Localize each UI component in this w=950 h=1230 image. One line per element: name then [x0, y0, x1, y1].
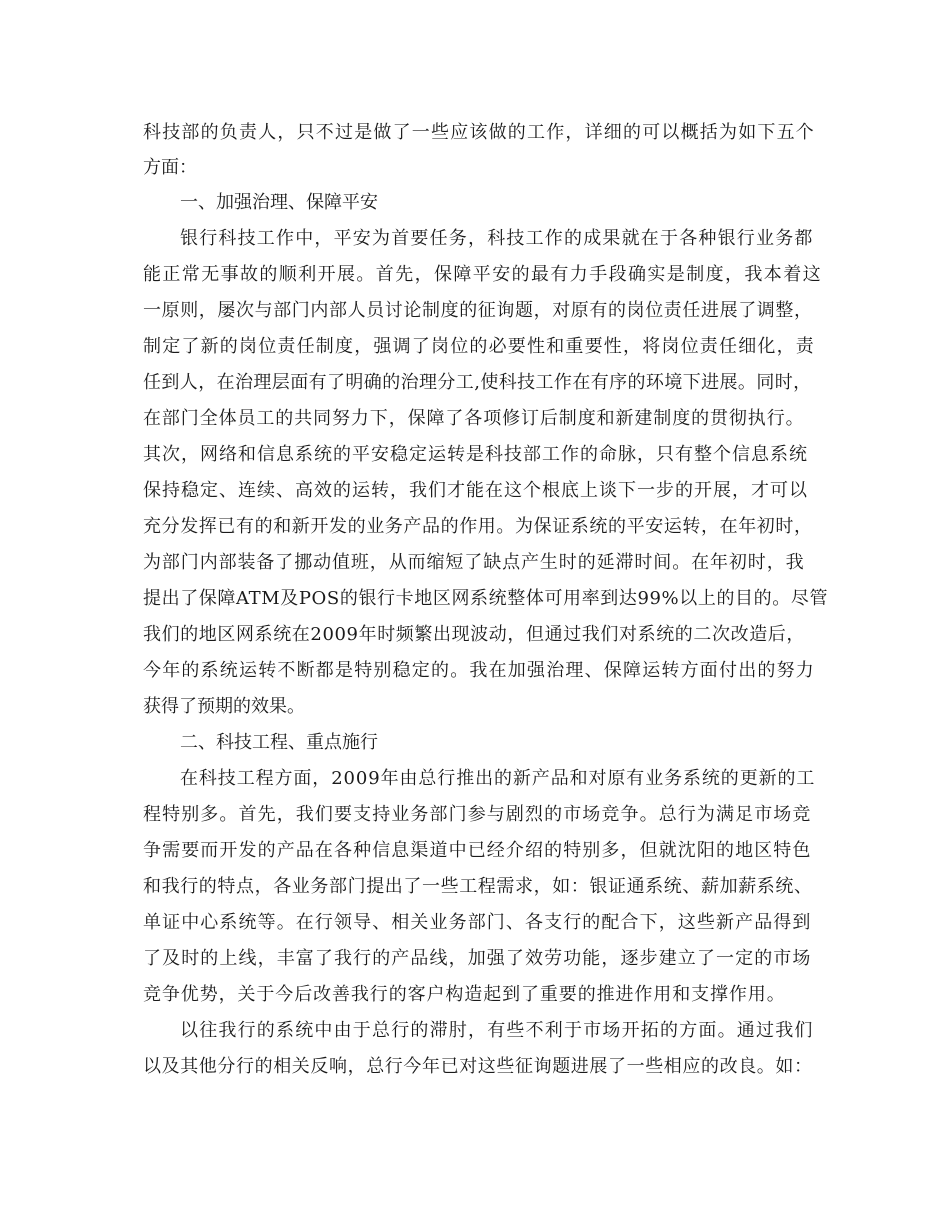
- text-line-8: 任到人，在治理层面有了明确的治理分工,使科技工作在有序的环境下进展。同时，: [143, 372, 812, 393]
- text-line-22: 和我行的特点，各业务部门提出了一些工程需求，如：银证通系统、薪加薪系统、: [143, 876, 813, 897]
- text-line-19: 在科技工程方面，2009年由总行推出的新产品和对原有业务系统的更新的工: [180, 768, 816, 789]
- text-line-1: 科技部的负责人，只不过是做了一些应该做的工作，详细的可以概括为如下五个: [143, 122, 815, 143]
- text-line-7: 制定了新的岗位责任制度，强调了岗位的必要性和重要性，将岗位责任细化，责: [143, 336, 815, 357]
- text-line-5: 能正常无事故的顺利开展。首先，保障平安的最有力手段确实是制度，我本着这: [143, 264, 822, 285]
- text-line-24: 了及时的上线，丰富了我行的产品线，加强了效劳功能，逐步建立了一定的市场: [143, 948, 812, 969]
- text-line-12: 充分发挥已有的和新开发的业务产品的作用。为保证系统的平安运转，在年初时，: [143, 516, 813, 537]
- text-line-26: 以往我行的系统中由于总行的滞肘，有些不利于市场开拓的方面。通过我们: [180, 1020, 814, 1041]
- text-line-25: 竞争优势，关于今后改善我行的客户构造起到了重要的推进作用和支撑作用。: [143, 984, 786, 1005]
- text-line-11: 保持稳定、连续、高效的运转，我们才能在这个根底上谈下一步的开展，才可以: [143, 480, 808, 501]
- text-line-2: 方面：: [143, 157, 197, 178]
- text-line-14: 提出了保障ATM及POS的银行卡地区网系统整体可用率到达99%以上的目的。尽管: [143, 588, 829, 609]
- text-line-10: 其次，网络和信息系统的平安稳定运转是科技部工作的命脉，只有整个信息系统: [143, 444, 808, 465]
- text-line-27: 以及其他分行的相关反响，总行今年已对这些征询题进展了一些相应的改良。如：: [143, 1056, 813, 1077]
- text-line-21: 争需要而开发的产品在各种信息渠道中已经介绍的特别多，但就沈阳的地区特色: [143, 840, 812, 861]
- text-line-9: 在部门全体员工的共同努力下，保障了各项修订后制度和新建制度的贯彻执行。: [143, 408, 805, 429]
- text-line-17: 获得了预期的效果。: [143, 696, 305, 717]
- text-line-16: 今年的系统运转不断都是特别稳定的。我在加强治理、保障运转方面付出的努力: [143, 660, 815, 681]
- text-line-6: 一原则，屡次与部门内部人员讨论制度的征询题，对原有的岗位责任进展了调整，: [143, 300, 813, 321]
- text-line-20: 程特别多。首先，我们要支持业务部门参与剧烈的市场竞争。总行为满足市场竞: [143, 804, 812, 825]
- text-line-15: 我们的地区网系统在2009年时频繁出现波动，但通过我们对系统的二次改造后，: [143, 624, 806, 645]
- section-heading-1: 一、加强治理、保障平安: [180, 192, 378, 213]
- text-line-23: 单证中心系统等。在行领导、相关业务部门、各支行的配合下，这些新产品得到: [143, 912, 812, 933]
- section-heading-2: 二、科技工程、重点施行: [180, 732, 378, 753]
- text-line-13: 为部门内部装备了挪动值班，从而缩短了缺点产生时的延滞时间。在年初时，我: [143, 552, 805, 573]
- text-line-4: 银行科技工作中，平安为首要任务，科技工作的成果就在于各种银行业务都: [180, 228, 814, 249]
